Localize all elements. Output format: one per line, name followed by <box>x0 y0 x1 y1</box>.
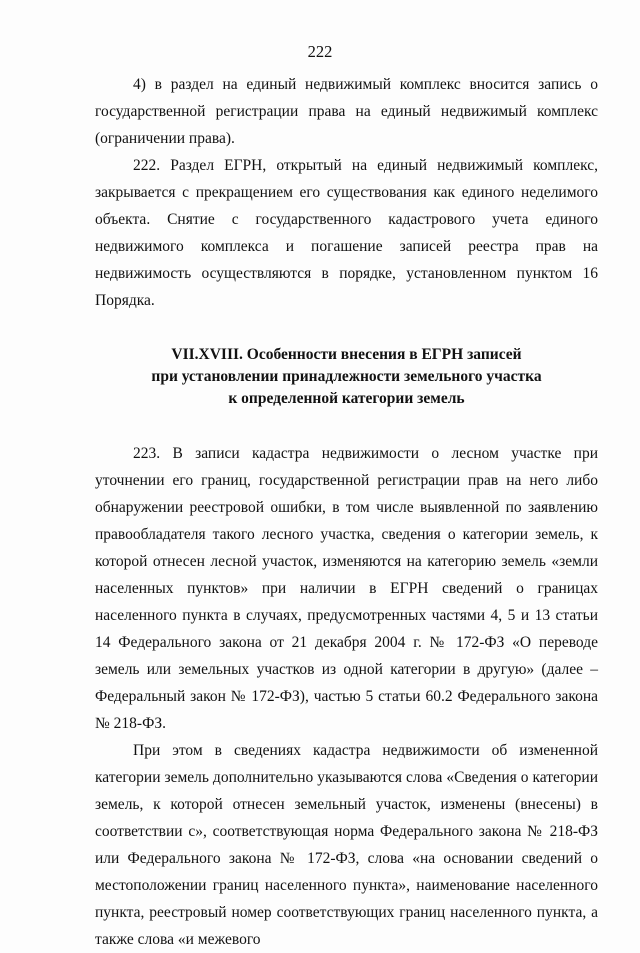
paragraph-222: 222. Раздел ЕГРН, открытый на единый недвижимый комплекс, закрывается с прекращением его существования как единого неделимого объекта. Снятие с государственного кадастрового учета единого недвижимого комплекса и погашение записей реестра прав на недвижимость осуществляются в порядке, установленном пунктом 16 Порядка. <box>95 157 598 309</box>
paragraph-continuation: При этом в сведениях кадастра недвижимости об измененной категории земель дополнительно указываются слова «Сведения о категории земель, к которой отнесен земельный участок, изменены (внесены) в соответствии с», соответствующая норма Федерального закона № 218-ФЗ или Федерального закона № 172-ФЗ, слова «на основании сведений о местоположении границ населенного пункта», наименование населенного пункта, реестровый номер соответствующих границ населенного пункта, а также слова «и межевого <box>95 742 598 948</box>
paragraph-item-4: 4) в раздел на единый недвижимый комплекс вносится запись о государственной регистрации права на единый недвижимый комплекс (ограничении права). <box>95 76 598 147</box>
page-number: 222 <box>307 42 333 61</box>
paragraph-223: 223. В записи кадастра недвижимости о лесном участке при уточнении его границ, государственной регистрации прав на него либо обнаружении реестровой ошибки, в том числе выявленной по заявлению правообладателя такого лесного участка, сведения о категории земель, к которой отнесен лесной участок, изменяются на категорию земель «земли населенных пунктов» при наличии в ЕГРН сведений о границах населенного пункта в случаях, предусмотренных частями 4, 5 и 13 статьи 14 Федерального закона от 21 декабря 2004 г. № 172-ФЗ «О переводе земель или земельных участков из одной категории в другую» (далее – Федеральный закон № 172-ФЗ), частью 5 статьи 60.2 Федерального закона № 218-ФЗ. <box>95 445 598 732</box>
document-body <box>95 71 598 953</box>
section-heading <box>95 344 598 410</box>
section-heading-line-1: VII.XVIII. Особенности внесения в ЕГРН записей <box>171 346 522 363</box>
section-heading-line-3: к определенной категории земель <box>228 390 465 407</box>
section-heading-line-2: при установлении принадлежности земельного участка <box>151 368 542 385</box>
